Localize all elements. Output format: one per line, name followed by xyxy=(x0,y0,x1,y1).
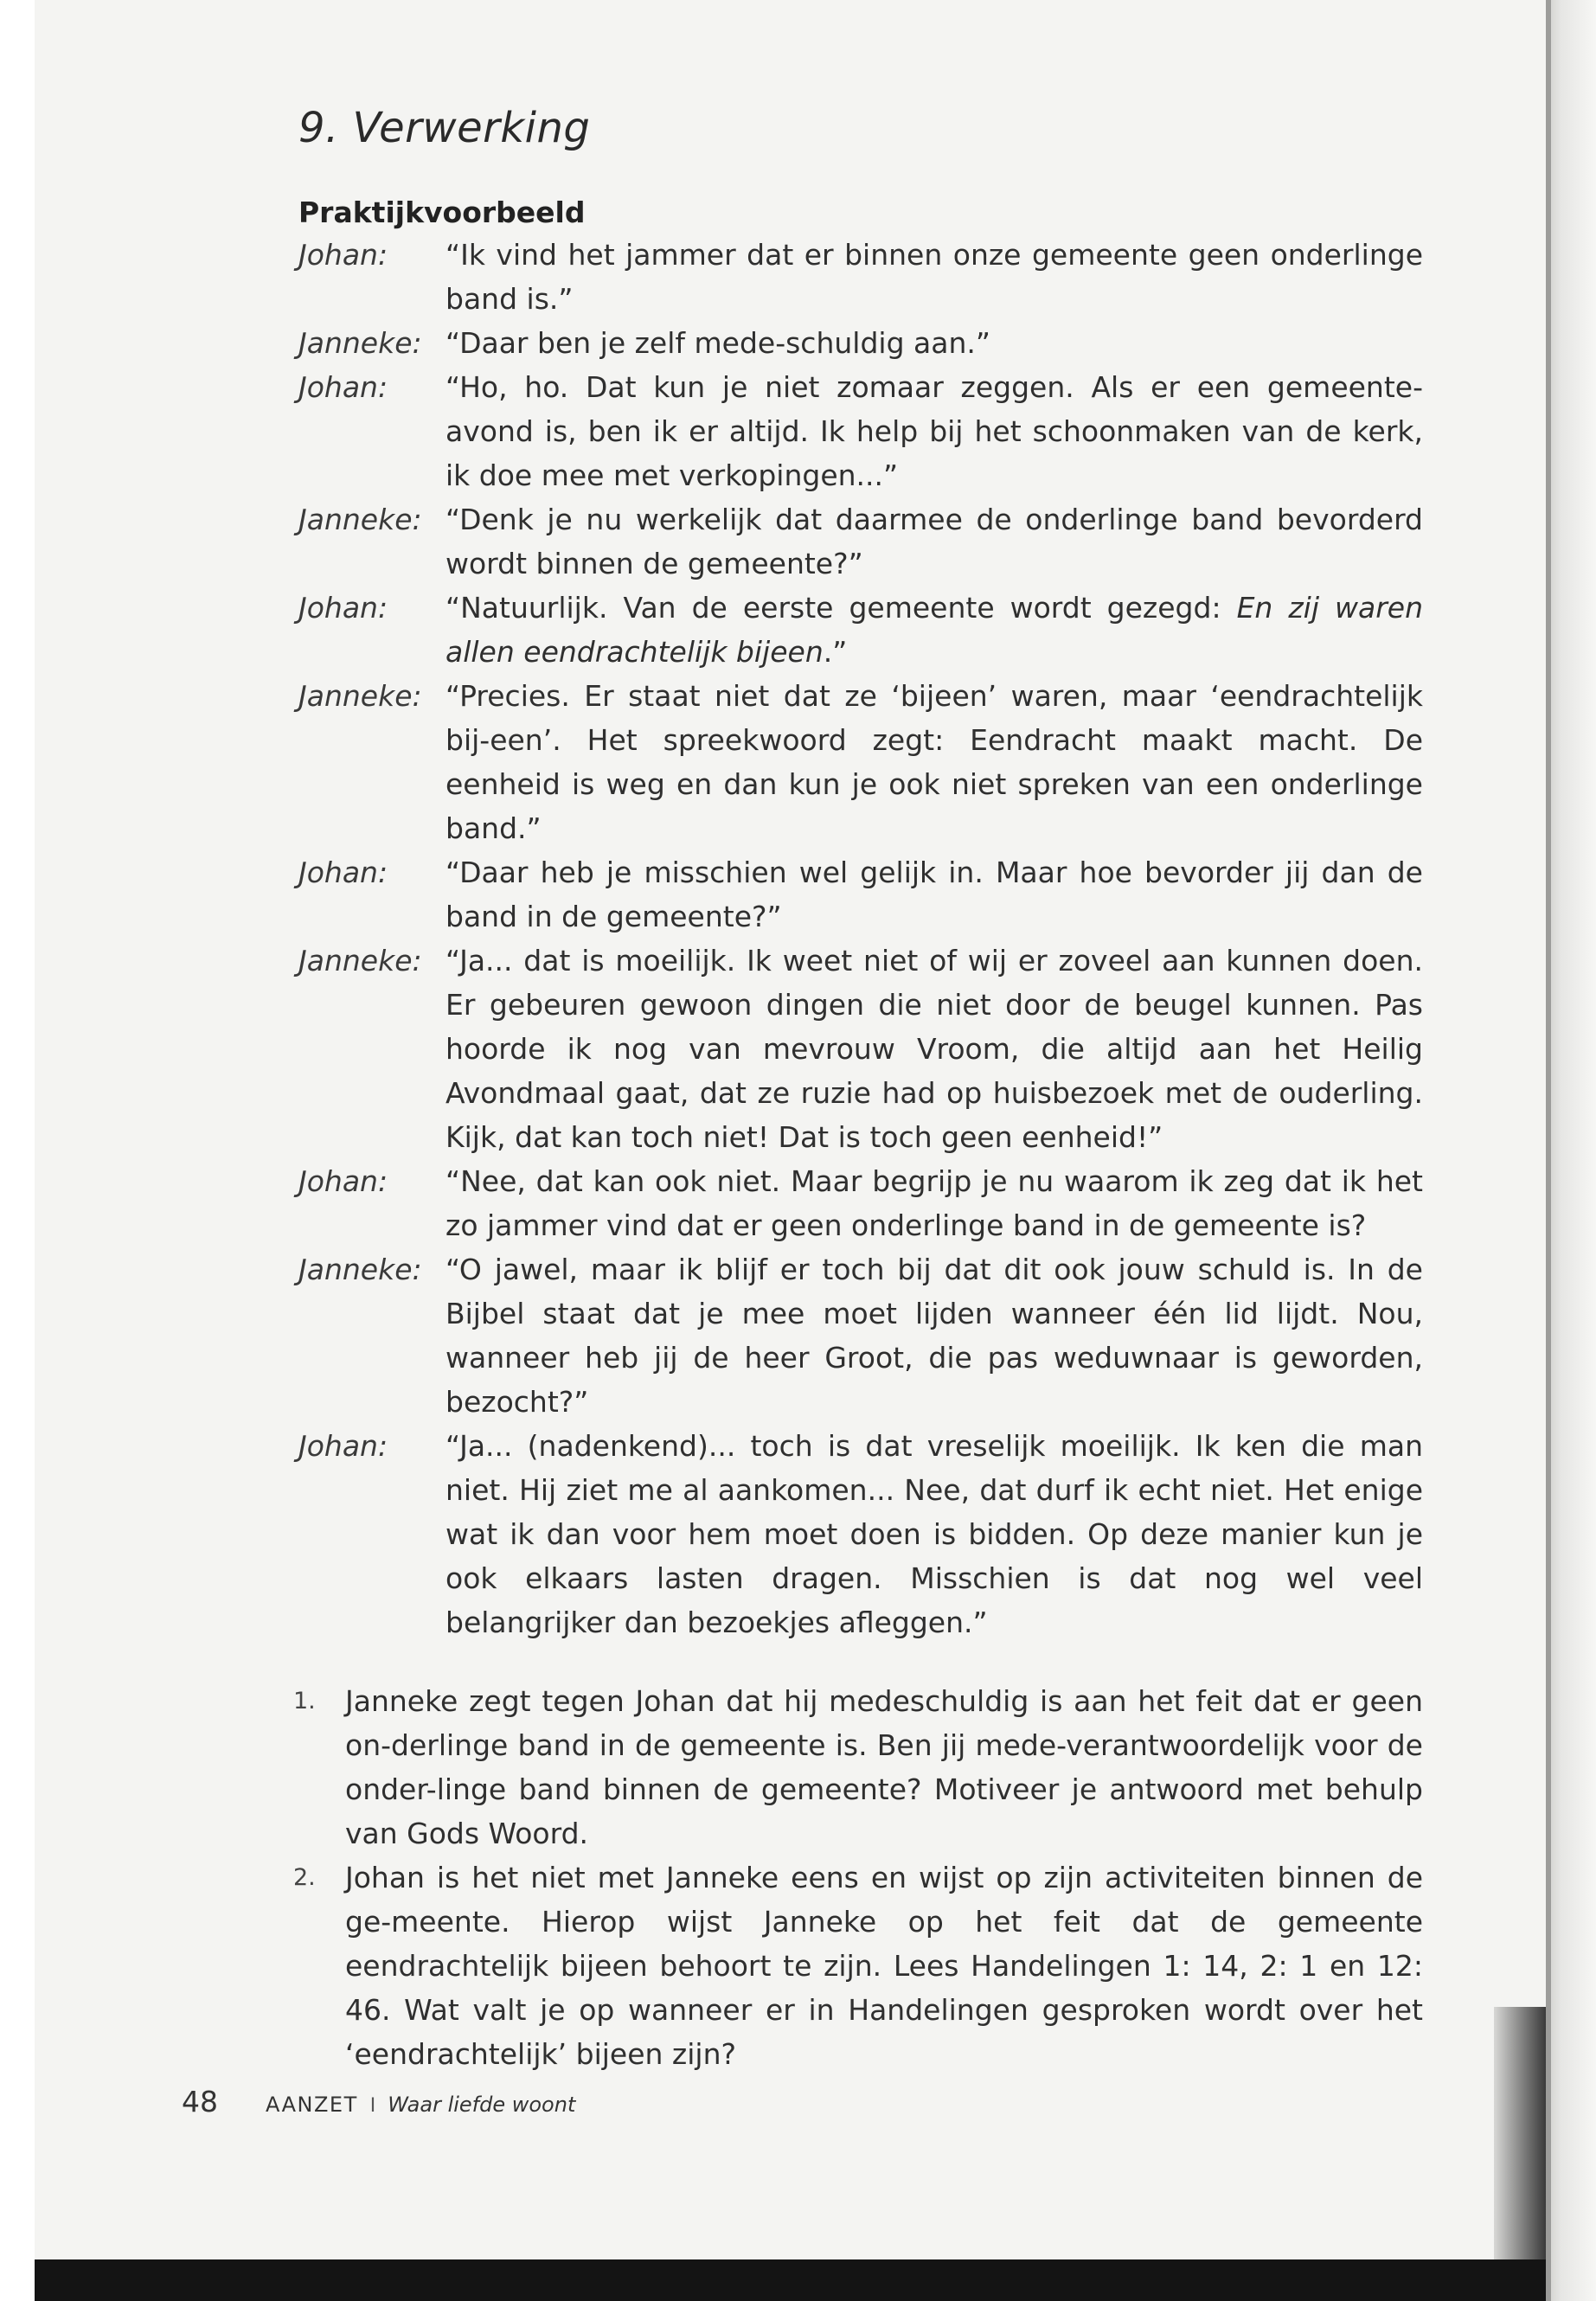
section-title: 9. Verwerking xyxy=(298,104,591,152)
page-left-margin xyxy=(0,0,35,2301)
speech-text: .” xyxy=(823,635,848,669)
speech-text: “Natuurlijk. Van de eerste gemeente wordt gezegd: xyxy=(445,591,1237,625)
page-number: 48 xyxy=(182,2085,218,2118)
scan-shadow xyxy=(1494,2007,1546,2301)
speech: “Daar heb je misschien wel gelijk in. Maar hoe bevorder jij dan de band in de gemeente?” xyxy=(445,856,1423,933)
speech: “Ja... dat is moeilijk. Ik weet niet of wij er zoveel aan kunnen doen. Er gebeuren gewoon dingen die niet door de beugel kunnen. Pas hoorde ik nog van mevrouw Vroom, die altijd aan het Heilig Avondmaal gaat, dat ze ruzie had op huisbezoek met de ouderling. Kijk, dat kan toch niet! Dat is toch geen eenheid!” xyxy=(445,944,1423,1154)
dialogue xyxy=(298,233,1423,1644)
footer-separator: I xyxy=(369,2095,376,2117)
speaker: Janneke: xyxy=(298,679,422,713)
speaker: Johan: xyxy=(298,1164,388,1198)
question-text: Johan is het niet met Janneke eens en wijst op zijn activiteiten binnen de ge-meente. Hierop wijst Janneke op het feit dat de gemeente eendrachtelijk bijeen behoort te zijn. Lees Handelingen 1: 14, 2: 1 en 12: 46. Wat valt je op wanneer er in Handelingen gesproken wordt over het ‘eendrachtelijk’ bijeen zijn? xyxy=(345,1861,1423,2071)
question-item xyxy=(293,1856,1423,2076)
book-spine-edge xyxy=(1546,0,1596,2301)
dialogue-turn xyxy=(298,1159,1423,1247)
question-text: Janneke zegt tegen Johan dat hij medeschuldig is aan het feit dat er geen on-derlinge band in de gemeente is. Ben jij mede-verantwoordelijk voor de onder-linge band binnen de gemeente? Motiveer je antwoord met behulp van Gods Woord. xyxy=(345,1684,1423,1850)
speaker: Johan: xyxy=(298,238,388,272)
page-content xyxy=(293,104,1424,2076)
speech: “Ho, ho. Dat kun je niet zomaar zeggen. Als er een gemeente-avond is, ben ik er altijd. Ik help bij het schoonmaken van de kerk, ik doe mee met verkopingen...” xyxy=(445,370,1423,492)
dialogue-turn xyxy=(298,233,1423,321)
speech: “Nee, dat kan ook niet. Maar begrijp je nu waarom ik zeg dat ik het zo jammer vind dat er geen onderlinge band in de gemeente is? xyxy=(445,1164,1423,1242)
speaker: Johan: xyxy=(298,370,388,404)
speaker: Janneke: xyxy=(298,503,422,536)
speaker: Johan: xyxy=(298,856,388,889)
speaker: Janneke: xyxy=(298,1253,422,1286)
speaker: Janneke: xyxy=(298,944,422,977)
speech: “O jawel, maar ik blijf er toch bij dat dit ook jouw schuld is. In de Bijbel staat dat je mee moet lijden wanneer één lid lijdt. Nou, wanneer heb jij de heer Groot, die pas weduwnaar is geworden, bezocht?” xyxy=(445,1253,1423,1419)
scripture-quote: En zij waren allen eendrachtelijk bijeen xyxy=(445,591,1424,669)
speech xyxy=(445,586,1423,674)
dialogue-turn xyxy=(298,1247,1423,1424)
question-number: 2. xyxy=(293,1864,316,1891)
dialogue-turn xyxy=(298,586,1423,674)
dialogue-turn xyxy=(298,850,1423,939)
series-name: AANZET xyxy=(266,2093,358,2117)
dialogue-turn xyxy=(298,939,1423,1159)
speaker: Johan: xyxy=(298,591,388,625)
dialogue-turn xyxy=(298,497,1423,586)
dialogue-turn xyxy=(298,674,1423,850)
dialogue-turn xyxy=(298,1424,1423,1644)
speech: “Ja... (nadenkend)... toch is dat vreselijk moeilijk. Ik ken die man niet. Hij ziet me al aankomen... Nee, dat durf ik echt niet. Het enige wat ik dan voor hem moet doen is bidden. Op deze manier kun je ook elkaars lasten dragen. Misschien is dat nog wel veel belangrijker dan bezoekjes afleggen.” xyxy=(445,1429,1423,1639)
speech: “Denk je nu werkelijk dat daarmee de onderlinge band bevorderd wordt binnen de gemeente?” xyxy=(445,503,1423,580)
speaker: Johan: xyxy=(298,1429,388,1463)
speech: “Daar ben je zelf mede-schuldig aan.” xyxy=(445,326,990,360)
book-title: Waar liefde woont xyxy=(388,2093,576,2117)
speech: “Precies. Er staat niet dat ze ‘bijeen’ waren, maar ‘eendrachtelijk bij-een’. Het spreekwoord zegt: Eendracht maakt macht. De eenheid is weg en dan kun je ook niet spreken van een onderlinge band.” xyxy=(445,679,1423,845)
scan-bottom-border xyxy=(35,2259,1546,2301)
question-number: 1. xyxy=(293,1688,316,1715)
question-list xyxy=(293,1679,1423,2076)
question-item xyxy=(293,1679,1423,1856)
dialogue-turn xyxy=(298,365,1423,497)
speech: “Ik vind het jammer dat er binnen onze gemeente geen onderlinge band is.” xyxy=(445,238,1423,316)
subheading: Praktijkvoorbeeld xyxy=(298,195,586,229)
dialogue-turn xyxy=(298,321,1423,365)
page-footer xyxy=(182,2085,575,2118)
speaker: Janneke: xyxy=(298,326,422,360)
